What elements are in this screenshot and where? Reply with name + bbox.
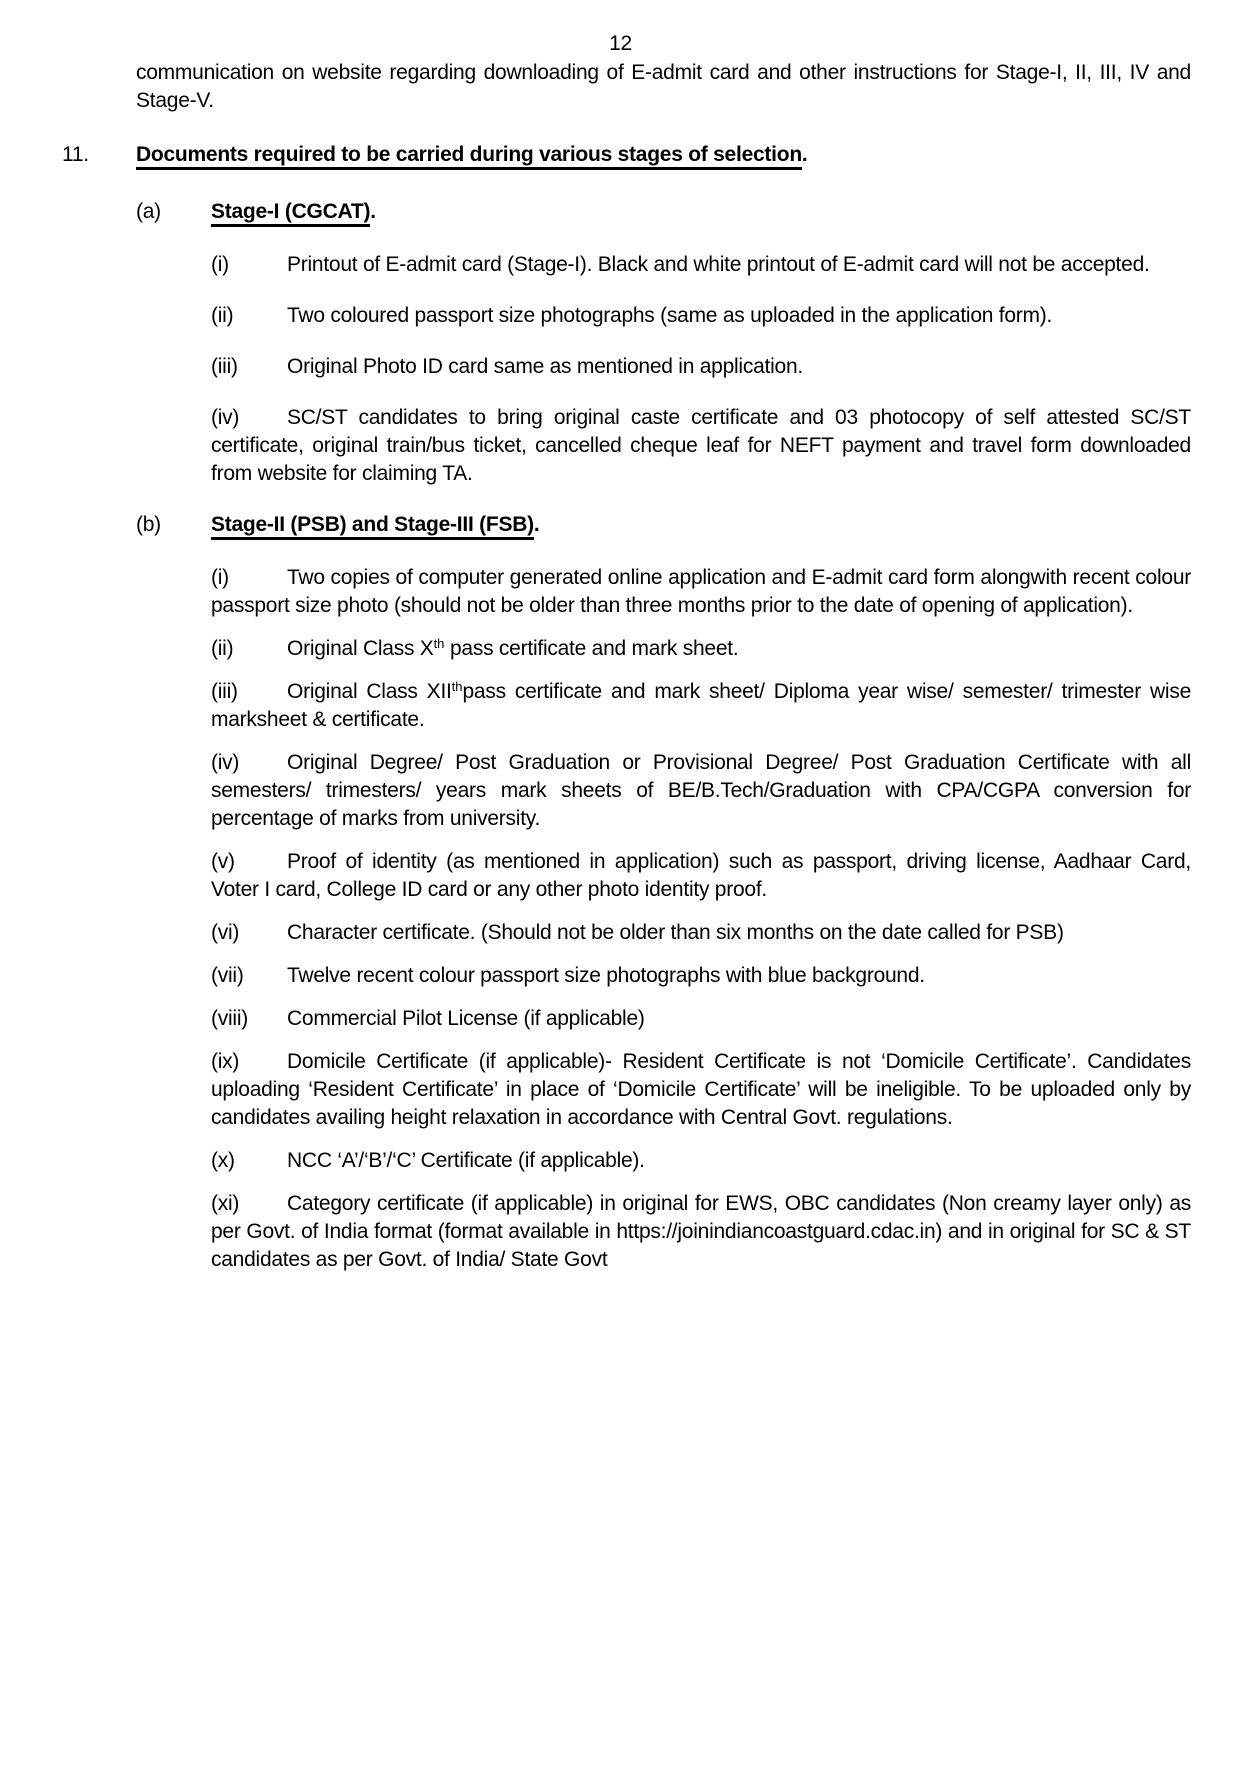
- subsection-b-title-period: .: [533, 513, 540, 536]
- section-title: Documents required to be carried during various stages of selection: [136, 143, 802, 170]
- item-text-after: pass certificate and mark sheet.: [444, 637, 739, 660]
- item-marker: (i): [211, 253, 229, 276]
- intro-paragraph: communication on website regarding downloading of E-admit card and other instructions for Stage-I, II, III, IV and Stage-V.: [136, 61, 1191, 112]
- subsection-a-heading: [136, 198, 1191, 226]
- item-text: SC/ST candidates to bring original caste certificate and 03 photocopy of self attested SC/ST certificate, original train/bus ticket, cancelled cheque leaf for NEFT payment and travel form downloaded from website for claiming TA.: [211, 406, 1191, 485]
- item-marker: (iii): [211, 355, 238, 378]
- list-item: [211, 678, 1191, 734]
- item-marker: (iv): [211, 406, 240, 429]
- list-item: [211, 564, 1191, 620]
- item-text: NCC ‘A’/‘B’/‘C’ Certificate (if applicable).: [287, 1149, 645, 1172]
- item-marker: (x): [211, 1149, 235, 1172]
- item-marker: (iv): [211, 751, 240, 774]
- item-text: Original Photo ID card same as mentioned in application.: [287, 355, 803, 378]
- item-text: Proof of identity (as mentioned in application) such as passport, driving license, Aadhaar Card, Voter I card, College ID card or any other photo identity proof.: [211, 850, 1191, 901]
- subsection-b-marker: (b): [136, 513, 161, 536]
- item-marker: (i): [211, 566, 229, 589]
- item-text-after: pass certificate and mark sheet/ Diploma year wise/ semester/ trimester wise marksheet & certificate.: [211, 680, 1192, 731]
- subsection-b-title: Stage-II (PSB) and Stage-III (FSB): [211, 513, 534, 540]
- item-marker: (iii): [211, 680, 238, 703]
- item-marker: (vi): [211, 921, 240, 944]
- section-number: 11.: [62, 143, 89, 166]
- item-marker: (vii): [211, 964, 244, 987]
- item-superscript: th: [433, 636, 445, 651]
- list-item: [211, 962, 1191, 990]
- subsection-a-marker: (a): [136, 200, 161, 223]
- list-item: [211, 919, 1191, 947]
- list-item: [211, 302, 1191, 330]
- subsection-a-title-period: .: [370, 200, 376, 223]
- item-text: Two copies of computer generated online application and E-admit card form alongwith recent colour passport size photo (should not be older than three months prior to the date of opening of application).: [211, 566, 1191, 617]
- item-marker: (xi): [211, 1192, 240, 1215]
- page-number: 12: [609, 32, 632, 55]
- list-item: [211, 251, 1191, 279]
- item-text: Character certificate. (Should not be older than six months on the date called for PSB): [287, 921, 1064, 944]
- item-superscript: th: [451, 679, 463, 694]
- list-item: [211, 635, 1191, 663]
- item-text: Printout of E-admit card (Stage-I). Black and white printout of E-admit card will not be accepted.: [287, 253, 1150, 276]
- item-text: Original Class XII: [287, 680, 452, 703]
- subsection-b-heading: [136, 511, 1191, 539]
- item-marker: (ix): [211, 1050, 240, 1073]
- item-marker: (ii): [211, 304, 234, 327]
- item-marker: (viii): [211, 1007, 248, 1030]
- item-marker: (ii): [211, 637, 234, 660]
- list-item: [211, 1005, 1191, 1033]
- list-item: [211, 1048, 1191, 1132]
- subsection-a-title: Stage-I (CGCAT): [211, 200, 370, 227]
- list-item: [211, 353, 1191, 381]
- item-text: Domicile Certificate (if applicable)- Resident Certificate is not ‘Domicile Certificate’. Candidates uploading ‘Resident Certificate’ in place of ‘Domicile Certificate’ will be ineligible. To be uploaded only by candidates availing height relaxation in accordance with Central Govt. regulations.: [211, 1050, 1191, 1129]
- item-text: Category certificate (if applicable) in original for EWS, OBC candidates (Non creamy layer only) as per Govt. of India format (format available in https://joinindiancoastguard.cdac.in) and in original for SC & ST candidates as per Govt. of India/ State Govt: [211, 1192, 1191, 1271]
- list-item: [211, 404, 1191, 488]
- item-text: Original Degree/ Post Graduation or Provisional Degree/ Post Graduation Certificate with all semesters/ trimesters/ years mark sheets of BE/B.Tech/Graduation with CPA/CGPA conversion for percentage of marks from university.: [211, 751, 1191, 830]
- list-item: [211, 1190, 1191, 1274]
- list-item: [211, 1147, 1191, 1175]
- list-item: [211, 848, 1191, 904]
- item-text: Commercial Pilot License (if applicable): [287, 1007, 645, 1030]
- item-text: Twelve recent colour passport size photographs with blue background.: [287, 964, 925, 987]
- item-text: Two coloured passport size photographs (same as uploaded in the application form).: [287, 304, 1053, 327]
- item-marker: (v): [211, 850, 235, 873]
- section-title-period: .: [801, 143, 808, 166]
- list-item: [211, 749, 1191, 833]
- section-heading: [62, 141, 1191, 169]
- document-page: [0, 30, 1241, 1784]
- item-text: Original Class X: [287, 637, 434, 660]
